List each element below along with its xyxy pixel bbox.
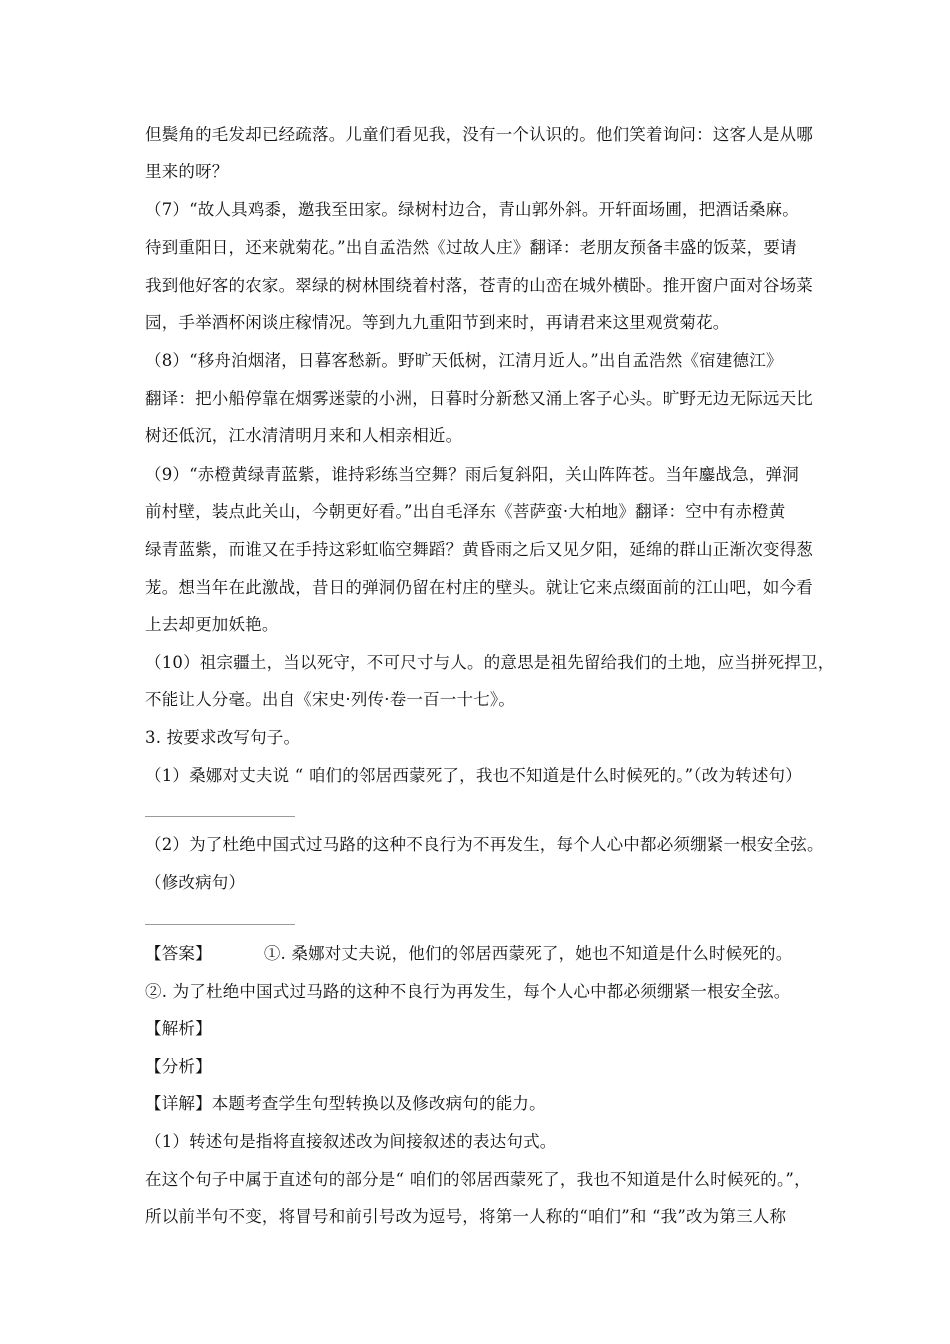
quote-10-line: 不能让人分毫。出自《宋史·列传·卷一百一十七》。 — [145, 690, 516, 709]
poem-7-line: （7）“故人具鸡黍，邀我至田家。绿树村边合，青山郭外斜。开轩面场圃，把酒话桑麻。 — [145, 200, 799, 219]
analysis-paragraph: 所以前半句不变，将冒号和前引号改为逗号，将第一人称的“咱们”和 “我”改为第三人称 — [145, 1207, 787, 1226]
question-3-1: （1）桑娜对丈夫说 “ 咱们的邻居西蒙死了，我也不知道是什么时候死的。”（改为转述句） — [145, 766, 802, 785]
answer-blank-1[interactable] — [145, 816, 295, 817]
analysis-paragraph: （1）转述句是指将直接叙述改为间接叙述的表达句式。 — [145, 1132, 557, 1151]
question-3-2: （2）为了杜绝中国式过马路的这种不良行为不再发生，每个人心中都必须绷紧一根安全弦。 — [145, 835, 824, 854]
fenxi-tag: 【分析】 — [145, 1057, 212, 1076]
poem-8-line: 树还低沉，江水清清明月来和人相亲相近。 — [145, 426, 463, 445]
answer-item-1: ①. 桑娜对丈夫说，他们的邻居西蒙死了，她也不知道是什么时候死的。 — [263, 944, 793, 963]
analysis-tag: 【解析】 — [145, 1019, 212, 1038]
text-line: 里来的呀？ — [145, 162, 229, 181]
poem-7-line: 待到重阳日，还来就菊花。”出自孟浩然《过故人庄》翻译：老朋友预备丰盛的饭菜，要请 — [145, 238, 797, 257]
answer-tag: 【答案】 — [145, 944, 212, 963]
poem-9-line: 茏。想当年在此激战，昔日的弹洞仍留在村庄的壁头。就让它来点缀面前的江山吧，如今看 — [145, 578, 813, 597]
quote-10-line: （10）祖宗疆土，当以死守，不可尺寸与人。的意思是祖先留给我们的土地，应当拼死捍卫， — [145, 653, 835, 672]
poem-7-line: 园，手举酒杯闲谈庄稼情况。等到九九重阳节到来时，再请君来这里观赏菊花。 — [145, 313, 730, 332]
answer-line — [145, 944, 825, 964]
poem-8-line: 翻译：把小船停靠在烟雾迷蒙的小洲，日暮时分新愁又涌上客子心头。旷野无边无际远天比 — [145, 389, 813, 408]
answer-item-2: ②. 为了杜绝中国式过马路的这种不良行为再发生，每个人心中都必须绷紧一根安全弦。 — [145, 982, 791, 1001]
poem-9-line: 绿青蓝紫，而谁又在手持这彩虹临空舞蹈？黄昏雨之后又见夕阳，延绵的群山正渐次变得葱 — [145, 540, 813, 559]
question-3-heading: 3. 按要求改写句子。 — [145, 728, 301, 747]
poem-9-line: （9）“赤橙黄绿青蓝紫，谁持彩练当空舞？雨后复斜阳，关山阵阵苍。当年鏖战急，弹洞 — [145, 465, 799, 484]
poem-8-line: （8）“移舟泊烟渚，日暮客愁新。野旷天低树，江清月近人。”出自孟浩然《宿建德江》 — [145, 351, 783, 370]
poem-9-line: 上去却更加妖艳。 — [145, 615, 279, 634]
poem-9-line: 前村壁，装点此关山，今朝更好看。”出自毛泽东《菩萨蛮·大柏地》翻译：空中有赤橙黄 — [145, 502, 786, 521]
xiangjie-line: 【详解】本题考查学生句型转换以及修改病句的能力。 — [145, 1094, 546, 1113]
poem-7-line: 我到他好客的农家。翠绿的树林围绕着村落，苍青的山峦在城外横卧。推开窗户面对谷场菜 — [145, 276, 813, 295]
answer-blank-2[interactable] — [145, 924, 295, 925]
analysis-paragraph: 在这个句子中属于直述句的部分是“ 咱们的邻居西蒙死了，我也不知道是什么时候死的。”， — [145, 1170, 811, 1189]
text-line: 但鬓角的毛发却已经疏落。儿童们看见我，没有一个认识的。他们笑着询问：这客人是从哪 — [145, 125, 813, 144]
question-3-2-note: （修改病句） — [145, 873, 246, 892]
